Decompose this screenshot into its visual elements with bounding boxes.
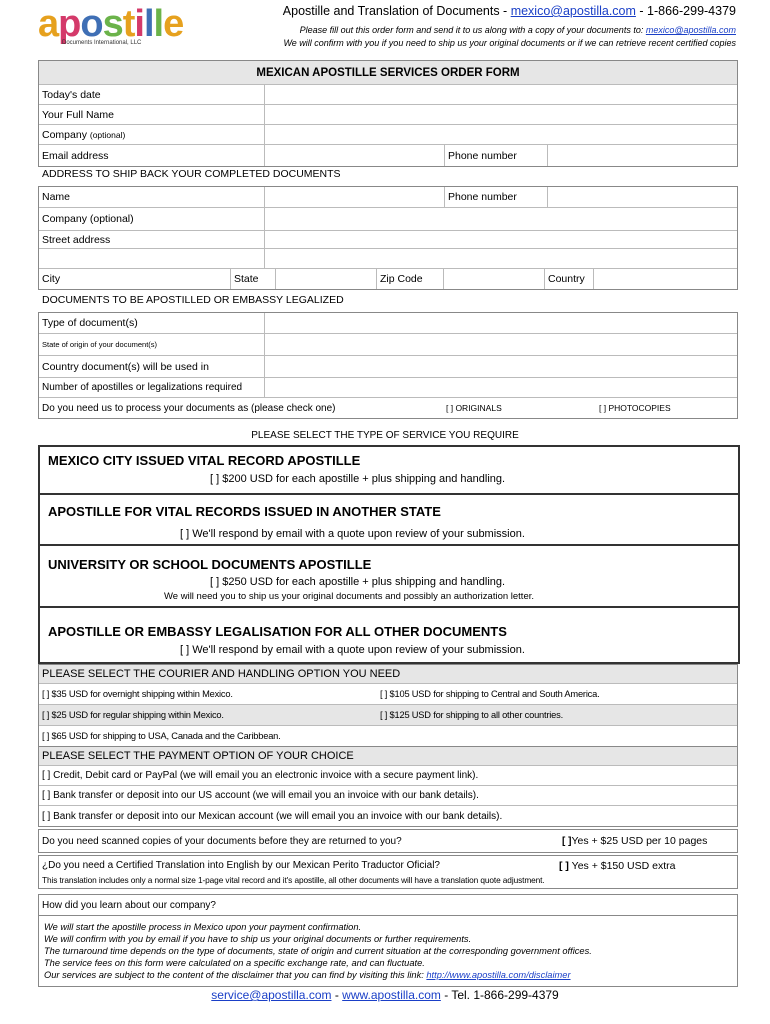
logo-wordmark: apostille [38,3,184,45]
service-title: UNIVERSITY OR SCHOOL DOCUMENTS APOSTILLE [48,557,372,572]
service-option[interactable]: [ ] $250 USD for each apostille + plus shipping and handling. [210,576,506,588]
ship-zip-label: Zip Code [380,273,423,285]
scans-option[interactable]: [ ] Yes + $25 USD per 10 pages [562,835,708,847]
payment-row-2 [39,786,737,806]
ship-city-row [39,269,737,289]
ship-company-row [39,208,737,231]
service-other-documents[interactable] [38,606,740,664]
courier-other-countries[interactable]: [ ] $125 USD for shipping to all other countries. [380,710,563,720]
ship-name-row [39,187,737,208]
service-section-label: PLEASE SELECT THE TYPE OF SERVICE YOU REQUIRE [251,430,519,441]
scans-question: Do you need scanned copies of your documents before they are returned to you? [42,835,402,847]
ship-street-input-2[interactable] [265,249,737,268]
ship-country-label: Country [548,273,585,285]
ship-company-label: Company (optional) [42,213,134,225]
form-title: MEXICAN APOSTILLE SERVICES ORDER FORM [256,66,520,79]
header-email-link[interactable]: mexico@apostilla.com [510,4,636,18]
doc-country-row [39,356,737,378]
service-other-state[interactable] [38,493,740,546]
todays-date-input[interactable] [265,85,737,104]
courier-overnight-mexico[interactable]: [ ] $35 USD for overnight shipping within Mexico. [42,689,233,699]
company-input[interactable] [265,125,737,144]
docs-section-label: DOCUMENTS TO BE APOSTILLED OR EMBASSY LEGALIZED [42,294,344,306]
disclaimer-line: We will start the apostille process in Mexico upon your payment confirmation. [44,922,362,932]
documents-table [38,312,738,419]
courier-row-2 [39,705,737,726]
learn-question: How did you learn about our company? [42,899,216,911]
service-option[interactable]: [ ] We'll respond by email with a quote upon review of your submission. [180,644,525,656]
doc-state-label: State of origin of your document(s) [42,340,158,349]
payment-row-1 [39,766,737,786]
todays-date-label: Today's date [42,88,101,101]
email-input[interactable] [265,145,444,166]
ship-street-input[interactable] [265,231,737,248]
courier-row-3 [39,726,737,746]
translation-box [38,855,738,889]
payment-row-3 [39,806,737,826]
courier-regular-mexico[interactable]: [ ] $25 USD for regular shipping within Mexico. [42,710,224,720]
doc-number-label: Number of apostilles or legalizations required [42,382,243,393]
disclaimer-line: Our services are subject to the content of the disclaimer that you can find by visiting this link: http://www.apostilla.com/disclaimer [44,970,571,980]
payment-card-paypal[interactable]: [ ] Credit, Debit card or PayPal (we will email you an electronic invoice with a secure payment link). [42,770,479,781]
payment-us-bank[interactable]: [ ] Bank transfer or deposit into our US account (we will email you an invoice with our bank details). [42,790,479,801]
courier-heading-row [39,665,737,684]
ship-company-input[interactable] [265,208,737,230]
disclaimer-line: We will confirm with you by email if you have to ship us your original documents or further requirements. [44,934,472,944]
footer-site-link[interactable]: www.apostilla.com [342,988,441,1002]
doc-number-row [39,378,737,398]
ship-phone-label: Phone number [448,191,517,203]
footer-email-link[interactable]: service@apostilla.com [211,988,332,1002]
header-confirm-note: We will confirm with you if you need to ship us your original documents or if we can retrieve recent certified copies [283,38,736,48]
service-option[interactable]: [ ] We'll respond by email with a quote upon review of your submission. [180,528,525,540]
company-label: Company (optional) [42,128,126,141]
courier-usa-canada[interactable]: [ ] $65 USD for shipping to USA, Canada and the Caribbean. [42,731,281,741]
service-university[interactable] [38,544,740,608]
payment-table [38,746,738,827]
learn-box [38,894,738,915]
service-mexico-city[interactable] [38,445,740,495]
ship-street-row-2 [39,249,737,269]
doc-country-label: Country document(s) will be used in [42,360,209,373]
payment-heading-row [39,746,737,766]
scans-box [38,829,738,853]
courier-row-1 [39,684,737,705]
service-option[interactable]: [ ] $200 USD for each apostille + plus shipping and handling. [210,473,506,485]
doc-type-input[interactable] [265,313,737,333]
company-logo [38,3,184,52]
email-label: Email address [42,149,109,162]
translation-note: This translation includes only a normal size 1-page vital record and it's apostille, all other documents will have a translation quote adjustment. [42,875,545,885]
courier-heading: PLEASE SELECT THE COURIER AND HANDLING OPTION YOU NEED [42,668,401,680]
doc-country-input[interactable] [265,356,737,377]
doc-number-input[interactable] [265,378,737,397]
translation-option[interactable]: [ ] Yes + $150 USD extra [559,860,676,872]
courier-central-south-america[interactable]: [ ] $105 USD for shipping to Central and South America. [380,689,600,699]
logo-subtitle: Documents International, LLC [62,40,142,46]
full-name-row [39,105,737,125]
client-info-table [38,60,738,167]
translation-question: ¿Do you need a Certified Translation into English by our Mexican Perito Traductor Oficial? [42,860,440,871]
shipping-table [38,186,738,290]
company-row [39,125,737,145]
scans-row [39,830,737,852]
courier-table [38,664,738,747]
disclaimer-line: The turnaround time depends on the type of documents, state of origin and current situation at the corresponding government offices. [44,946,592,956]
ship-street-row [39,231,737,249]
service-title: APOSTILLE FOR VITAL RECORDS ISSUED IN ANOTHER STATE [48,504,441,519]
service-title: MEXICO CITY ISSUED VITAL RECORD APOSTILLE [48,453,361,468]
form-title-row [39,61,737,85]
doc-type-label: Type of document(s) [42,317,138,329]
ship-phone-input[interactable] [548,187,737,207]
header-instructions: Please fill out this order form and send it to us along with a copy of your documents to: mexico@apostilla.com [299,25,736,35]
service-note: We will need you to ship us your original documents and possibly an authorization letter. [164,591,535,602]
ship-street-label: Street address [42,233,111,246]
phone-input[interactable] [548,145,737,166]
ship-name-label: Name [42,191,71,203]
photocopies-checkbox[interactable]: [ ] PHOTOCOPIES [599,403,671,413]
ship-state-label: State [234,273,259,285]
ship-name-input[interactable] [265,187,444,207]
doc-state-row [39,334,737,356]
ship-city-label: City [42,273,61,285]
disclaimer-link[interactable]: http://www.apostilla.com/disclaimer [426,970,571,980]
payment-mexican-bank[interactable]: [ ] Bank transfer or deposit into our Mexican account (we will email you an invoice with our bank details). [42,810,503,822]
doc-state-input[interactable] [265,334,737,355]
header-title: Apostille and Translation of Documents - mexico@apostilla.com - 1-866-299-4379 [282,4,736,18]
disclaimer-line: The service fees on this form were calculated on a specific exchange rate, and can fluctuate. [44,958,425,968]
doc-process-row [39,398,737,418]
footer: service@apostilla.com - www.apostilla.com - Tel. 1-866-299-4379 [211,988,559,1002]
originals-checkbox[interactable]: [ ] ORIGINALS [446,403,502,413]
payment-heading: PLEASE SELECT THE PAYMENT OPTION OF YOUR CHOICE [42,750,354,762]
instructions-email-link[interactable]: mexico@apostilla.com [645,25,736,35]
email-row [39,145,737,166]
full-name-input[interactable] [265,105,737,124]
phone-label: Phone number [448,149,517,162]
todays-date-row [39,85,737,105]
ship-section-label: ADDRESS TO SHIP BACK YOUR COMPLETED DOCUMENTS [42,168,341,180]
service-title: APOSTILLE OR EMBASSY LEGALISATION FOR ALL OTHER DOCUMENTS [48,624,507,639]
full-name-label: Your Full Name [42,108,114,121]
disclaimer-box [38,915,738,987]
doc-process-label: Do you need us to process your documents as (please check one) [42,402,336,414]
doc-type-row [39,313,737,334]
learn-row [39,895,737,915]
